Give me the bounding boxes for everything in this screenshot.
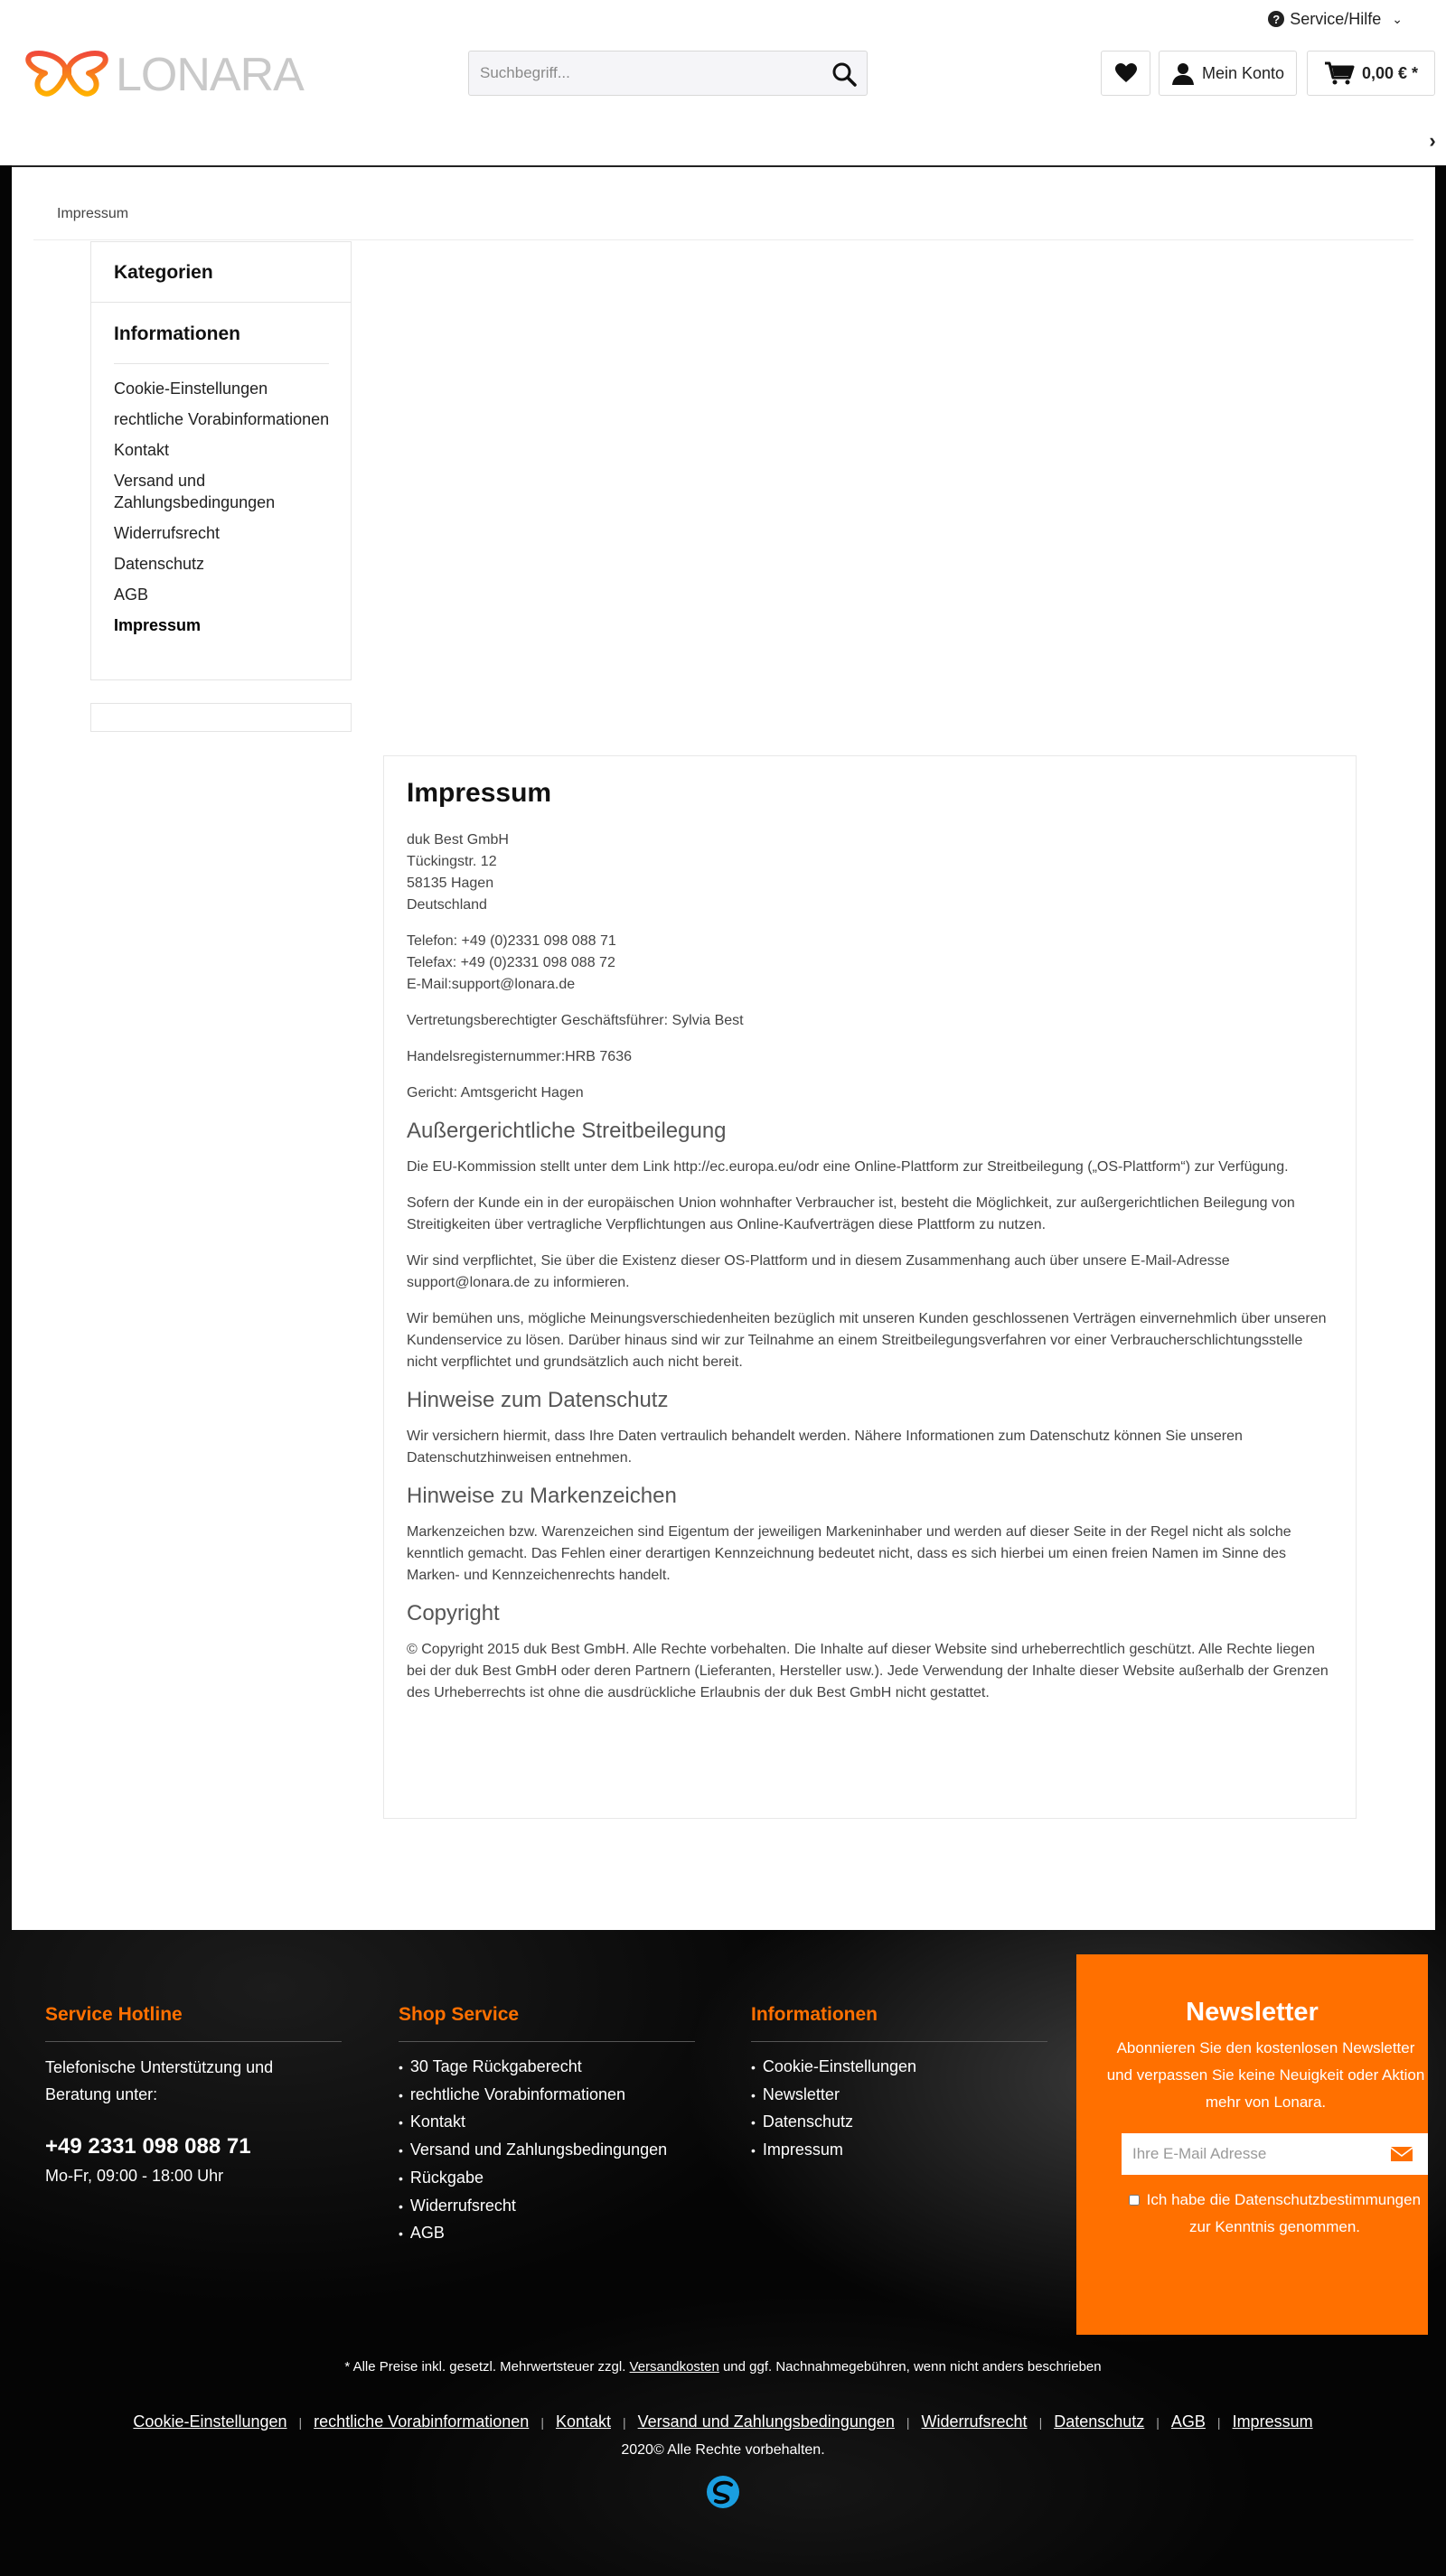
consent-text-post: zur Kenntnis genommen. <box>1189 2218 1360 2235</box>
address-line: duk Best GmbH <box>407 832 509 848</box>
sidebar-empty-box <box>90 703 352 732</box>
separator: | <box>298 2415 303 2430</box>
newsletter-submit-button[interactable] <box>1375 2133 1428 2175</box>
service-help-menu[interactable] <box>1268 7 1403 31</box>
phone-line: Telefon: +49 (0)2331 098 088 71 <box>407 933 616 949</box>
service-help-label: Service/Hilfe <box>1290 9 1382 28</box>
sidebar-categories-title[interactable]: Kategorien <box>114 262 213 283</box>
sidebar-item-cookie-settings[interactable]: Cookie-Einstellungen <box>114 379 268 398</box>
footer-hotline-title: Service Hotline <box>45 2004 183 2025</box>
newsletter-title: Newsletter <box>1186 1998 1319 2027</box>
company-address <box>407 829 1333 916</box>
bottom-link-legal-preinfo[interactable]: rechtliche Vorabinformationen <box>314 2412 530 2431</box>
copyright-paragraph: © Copyright 2015 duk Best GmbH. Alle Rechte vorbehalten. Die Inhalte auf dieser Website sind urheberrechtlich geschützt. Alle Rechte liegen bei der duk Best GmbH oder deren Partnern (Lieferanten, Hersteller usw.). Jede Verwendung der Inhalte dieser Website außerhalb der Grenzen des Urheberrechts ist ohne die ausdrückliche Erlaubnis der duk Best GmbH nicht gestattet. <box>407 1642 1329 1700</box>
court: Gericht: Amtsgericht Hagen <box>407 1085 584 1101</box>
breadcrumb-divider <box>33 239 1413 240</box>
imprint-article <box>383 755 1357 1819</box>
dispute-heading: Außergerichtliche Streitbeilegung <box>407 1119 727 1143</box>
sidebar-item-privacy[interactable]: Datenschutz <box>114 555 205 573</box>
butterfly-logo-icon <box>23 48 110 102</box>
sidebar-item-legal-preinfo[interactable]: rechtliche Vorabinformationen <box>114 410 330 428</box>
managing-director: Vertretungsberechtigter Geschäftsführer: Sylvia Best <box>407 1013 744 1028</box>
logo-wordmark: LONARA <box>116 49 304 101</box>
bottom-link-contact[interactable]: Kontakt <box>555 2412 611 2431</box>
footer-hotline-phone[interactable]: +49 2331 098 088 71 <box>45 2134 251 2159</box>
sidebar-divider <box>91 302 351 303</box>
trademark-heading: Hinweise zu Markenzeichen <box>407 1484 677 1508</box>
footer-copyright: 2020© Alle Rechte vorbehalten. <box>621 2442 825 2458</box>
user-icon <box>1171 61 1195 85</box>
dispute-paragraph: Die EU-Kommission stellt unter dem Link http://ec.europa.eu/odr eine Online-Plattform zur Streitbeilegung („OS-Plattform“) zur Verfügung. <box>407 1159 1289 1175</box>
consent-text-pre: Ich habe die <box>1146 2191 1231 2208</box>
fax-line: Telefax: +49 (0)2331 098 088 72 <box>407 955 615 970</box>
sidebar-item-terms[interactable]: AGB <box>114 585 149 604</box>
search-icon <box>831 61 857 87</box>
footer-link-newsletter[interactable]: • Newsletter <box>751 2082 916 2110</box>
sidebar <box>90 241 352 680</box>
account-button[interactable] <box>1159 51 1297 96</box>
footer-information-title: Informationen <box>751 2004 878 2025</box>
privacy-paragraph: Wir versichern hiermit, dass Ihre Daten vertraulich behandelt werden. Nähere Informationen zum Datenschutz können Sie unseren Datenschutzhinweisen entnehmen. <box>407 1429 1243 1466</box>
chevron-right-icon: › <box>1429 129 1436 152</box>
shipping-costs-link[interactable]: Versandkosten <box>629 2359 719 2375</box>
price-note-post: und ggf. Nachnahmegebühren, wenn nicht anders beschrieben <box>722 2359 1102 2375</box>
newsletter-box <box>1076 1954 1428 2335</box>
sidebar-info-list <box>114 378 340 645</box>
page-title: Impressum <box>407 778 552 808</box>
bottom-link-privacy[interactable]: Datenschutz <box>1054 2412 1145 2431</box>
sidebar-item-imprint[interactable]: Impressum <box>114 616 202 634</box>
separator: | <box>623 2415 626 2430</box>
search-button[interactable] <box>829 59 859 89</box>
privacy-heading: Hinweise zum Datenschutz <box>407 1388 669 1412</box>
footer-link-legal-preinfo[interactable]: • rechtliche Vorabinformationen <box>399 2082 667 2110</box>
footer-hotline-hours: Mo-Fr, 09:00 - 18:00 Uhr <box>45 2167 224 2185</box>
newsletter-email-input[interactable] <box>1122 2133 1375 2175</box>
register-number: Handelsregisternummer:HRB 7636 <box>407 1049 632 1064</box>
separator: | <box>1216 2415 1221 2430</box>
bottom-link-terms[interactable]: AGB <box>1170 2412 1206 2431</box>
cart-total: 0,00 € * <box>1361 63 1419 82</box>
sidebar-information-title: Informationen <box>114 323 240 344</box>
bottom-link-imprint[interactable]: Impressum <box>1232 2412 1313 2431</box>
footer-link-returns[interactable]: • Rückgabe <box>399 2165 667 2193</box>
bottom-link-shipping-payment[interactable]: Versand und Zahlungsbedingungen <box>637 2412 895 2431</box>
address-line: Deutschland <box>407 897 487 913</box>
price-note <box>0 2359 1446 2375</box>
footer-divider <box>751 2041 1047 2042</box>
search-box <box>468 51 868 96</box>
separator: | <box>1038 2415 1043 2430</box>
search-input[interactable] <box>469 52 822 95</box>
footer-bottom-nav <box>0 2412 1446 2431</box>
footer-hotline-text: Telefonische Unterstützung und Beratung unter: <box>45 2058 274 2103</box>
cart-button[interactable] <box>1307 51 1435 96</box>
nav-scroll-right-button[interactable] <box>1419 122 1446 160</box>
heart-icon <box>1114 62 1138 84</box>
footer-link-withdrawal[interactable]: • Widerrufsrecht <box>399 2193 667 2221</box>
footer-divider <box>45 2041 342 2042</box>
wishlist-button[interactable] <box>1101 51 1150 96</box>
newsletter-consent <box>1122 2187 1428 2241</box>
site-logo[interactable] <box>23 47 313 103</box>
main-content <box>12 165 1435 1930</box>
price-note-pre: * Alle Preise inkl. gesetzl. Mehrwertsteuer zzgl. <box>344 2359 626 2375</box>
question-icon: ? <box>1268 11 1284 27</box>
address-line: Tückingstr. 12 <box>407 854 497 869</box>
separator: | <box>906 2415 910 2430</box>
trademark-paragraph: Markenzeichen bzw. Warenzeichen sind Eigentum der jeweiligen Markeninhaber und werden auf dieser Seite in der Regel nicht als solche kenntlich gemacht. Das Fehlen einer derartigen Kennzeichnung bedeutet nicht, dass es sich hierbei um einen freien Namen im Sinne des Marken- und Kennzeichenrechts handelt. <box>407 1524 1291 1583</box>
footer-link-privacy[interactable]: • Datenschutz <box>751 2109 916 2137</box>
company-contact <box>407 931 1333 996</box>
shopware-logo-icon[interactable] <box>705 2474 741 2510</box>
copyright-heading: Copyright <box>407 1601 500 1625</box>
breadcrumb-current[interactable]: Impressum <box>57 206 129 221</box>
footer-link-contact[interactable]: • Kontakt <box>399 2109 667 2137</box>
dispute-paragraph: Wir sind verpflichtet, Sie über die Existenz dieser OS-Plattform und in diesem Zusammenhang auch über unsere E-Mail-Adresse support@lonara.de zu informieren. <box>407 1253 1230 1290</box>
cart-icon <box>1324 61 1355 85</box>
site-header <box>0 0 1446 165</box>
breadcrumb[interactable] <box>57 206 128 222</box>
bottom-link-withdrawal[interactable]: Widerrufsrecht <box>921 2412 1028 2431</box>
footer-link-terms[interactable]: • AGB <box>399 2220 667 2248</box>
footer-link-shipping-payment[interactable]: • Versand und Zahlungsbedingungen <box>399 2137 667 2165</box>
separator: | <box>540 2415 544 2430</box>
separator: | <box>1156 2415 1160 2430</box>
sidebar-item-shipping-payment[interactable]: Versand und Zahlungsbedingungen <box>114 472 276 511</box>
sidebar-divider <box>114 363 329 364</box>
footer-shop-service-title: Shop Service <box>399 2004 520 2025</box>
envelope-icon <box>1390 2146 1413 2162</box>
footer-information-list <box>751 2054 916 2165</box>
footer-divider <box>399 2041 695 2042</box>
bottom-link-cookie-settings[interactable]: Cookie-Einstellungen <box>133 2412 287 2431</box>
sidebar-item-contact[interactable]: Kontakt <box>114 441 170 459</box>
footer-shop-service-list <box>399 2054 667 2248</box>
account-label: Mein Konto <box>1201 63 1285 82</box>
sidebar-item-withdrawal[interactable]: Widerrufsrecht <box>114 524 221 542</box>
privacy-policy-link[interactable]: Datenschutzbestimmungen <box>1235 2191 1422 2208</box>
newsletter-text: Abonnieren Sie den kostenlosen Newsletter und verpassen Sie keine Neuigkeit oder Aktion mehr von Lonara. <box>1106 2039 1425 2111</box>
footer-link-cookie-settings[interactable]: • Cookie-Einstellungen <box>751 2054 916 2082</box>
footer-link-return-policy[interactable]: • 30 Tage Rückgaberecht <box>399 2054 667 2082</box>
address-line: 58135 Hagen <box>407 876 494 891</box>
email-line: E-Mail:support@lonara.de <box>407 977 576 992</box>
dispute-paragraph: Wir bemühen uns, mögliche Meinungsverschiedenheiten bezüglich mit unseren Kunden geschlossenen Verträgen einvernehmlich über unseren Kundenservice zu lösen. Darüber hinaus sind wir zur Teilnahme an einem Streitbeilegungsverfahren vor einer Verbraucherschlichtungsstelle nicht verpflichtet und grundsätzlich auch nicht bereit. <box>407 1311 1327 1370</box>
footer-link-imprint[interactable]: • Impressum <box>751 2137 916 2165</box>
newsletter-consent-checkbox[interactable] <box>1129 2195 1140 2206</box>
chevron-down-icon: ⌄ <box>1392 11 1403 26</box>
dispute-paragraph: Sofern der Kunde ein in der europäischen Union wohnhafter Verbraucher ist, besteht die Möglichkeit, zur außergerichtlichen Beilegung von Streitigkeiten über vertragliche Verpflichtungen aus Online-Kaufverträgen diese Plattform zu nutzen. <box>407 1195 1295 1232</box>
